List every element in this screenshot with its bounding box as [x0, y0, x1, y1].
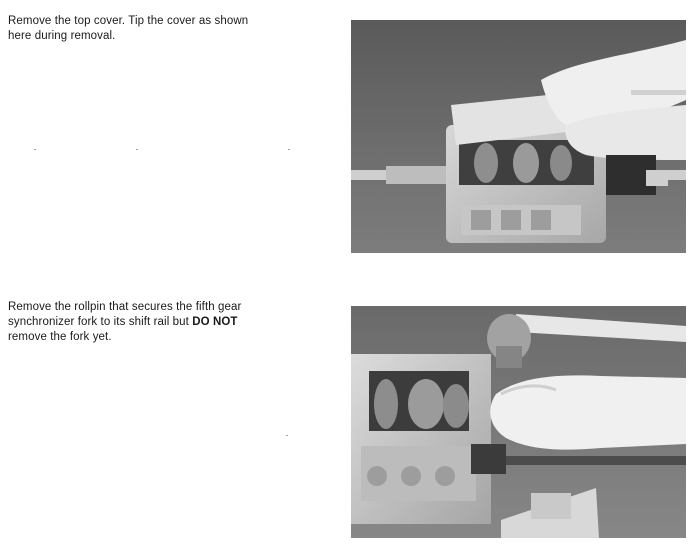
print-speck [286, 435, 288, 436]
step-2-warning: DO NOT [192, 316, 238, 328]
step-1-instruction: Remove the top cover. Tip the cover as shown here during removal. [8, 15, 249, 42]
photo-2-illustration [351, 306, 686, 538]
step-top-cover-removal [0, 0, 700, 270]
step-2-instruction [8, 300, 268, 345]
print-speck [136, 149, 138, 150]
transmission-top-cover-removal-photo [351, 20, 686, 253]
photo-1-illustration [351, 20, 686, 253]
print-speck [288, 149, 290, 150]
step-2-text-before: Remove the rollpin that secures the fifth gear synchronizer fork to its shift rail but [8, 301, 242, 328]
step-rollpin-removal [0, 290, 700, 555]
hammer-rollpin-removal-photo [351, 306, 686, 538]
print-speck [34, 149, 36, 150]
step-2-text-after: remove the fork yet. [8, 331, 112, 343]
